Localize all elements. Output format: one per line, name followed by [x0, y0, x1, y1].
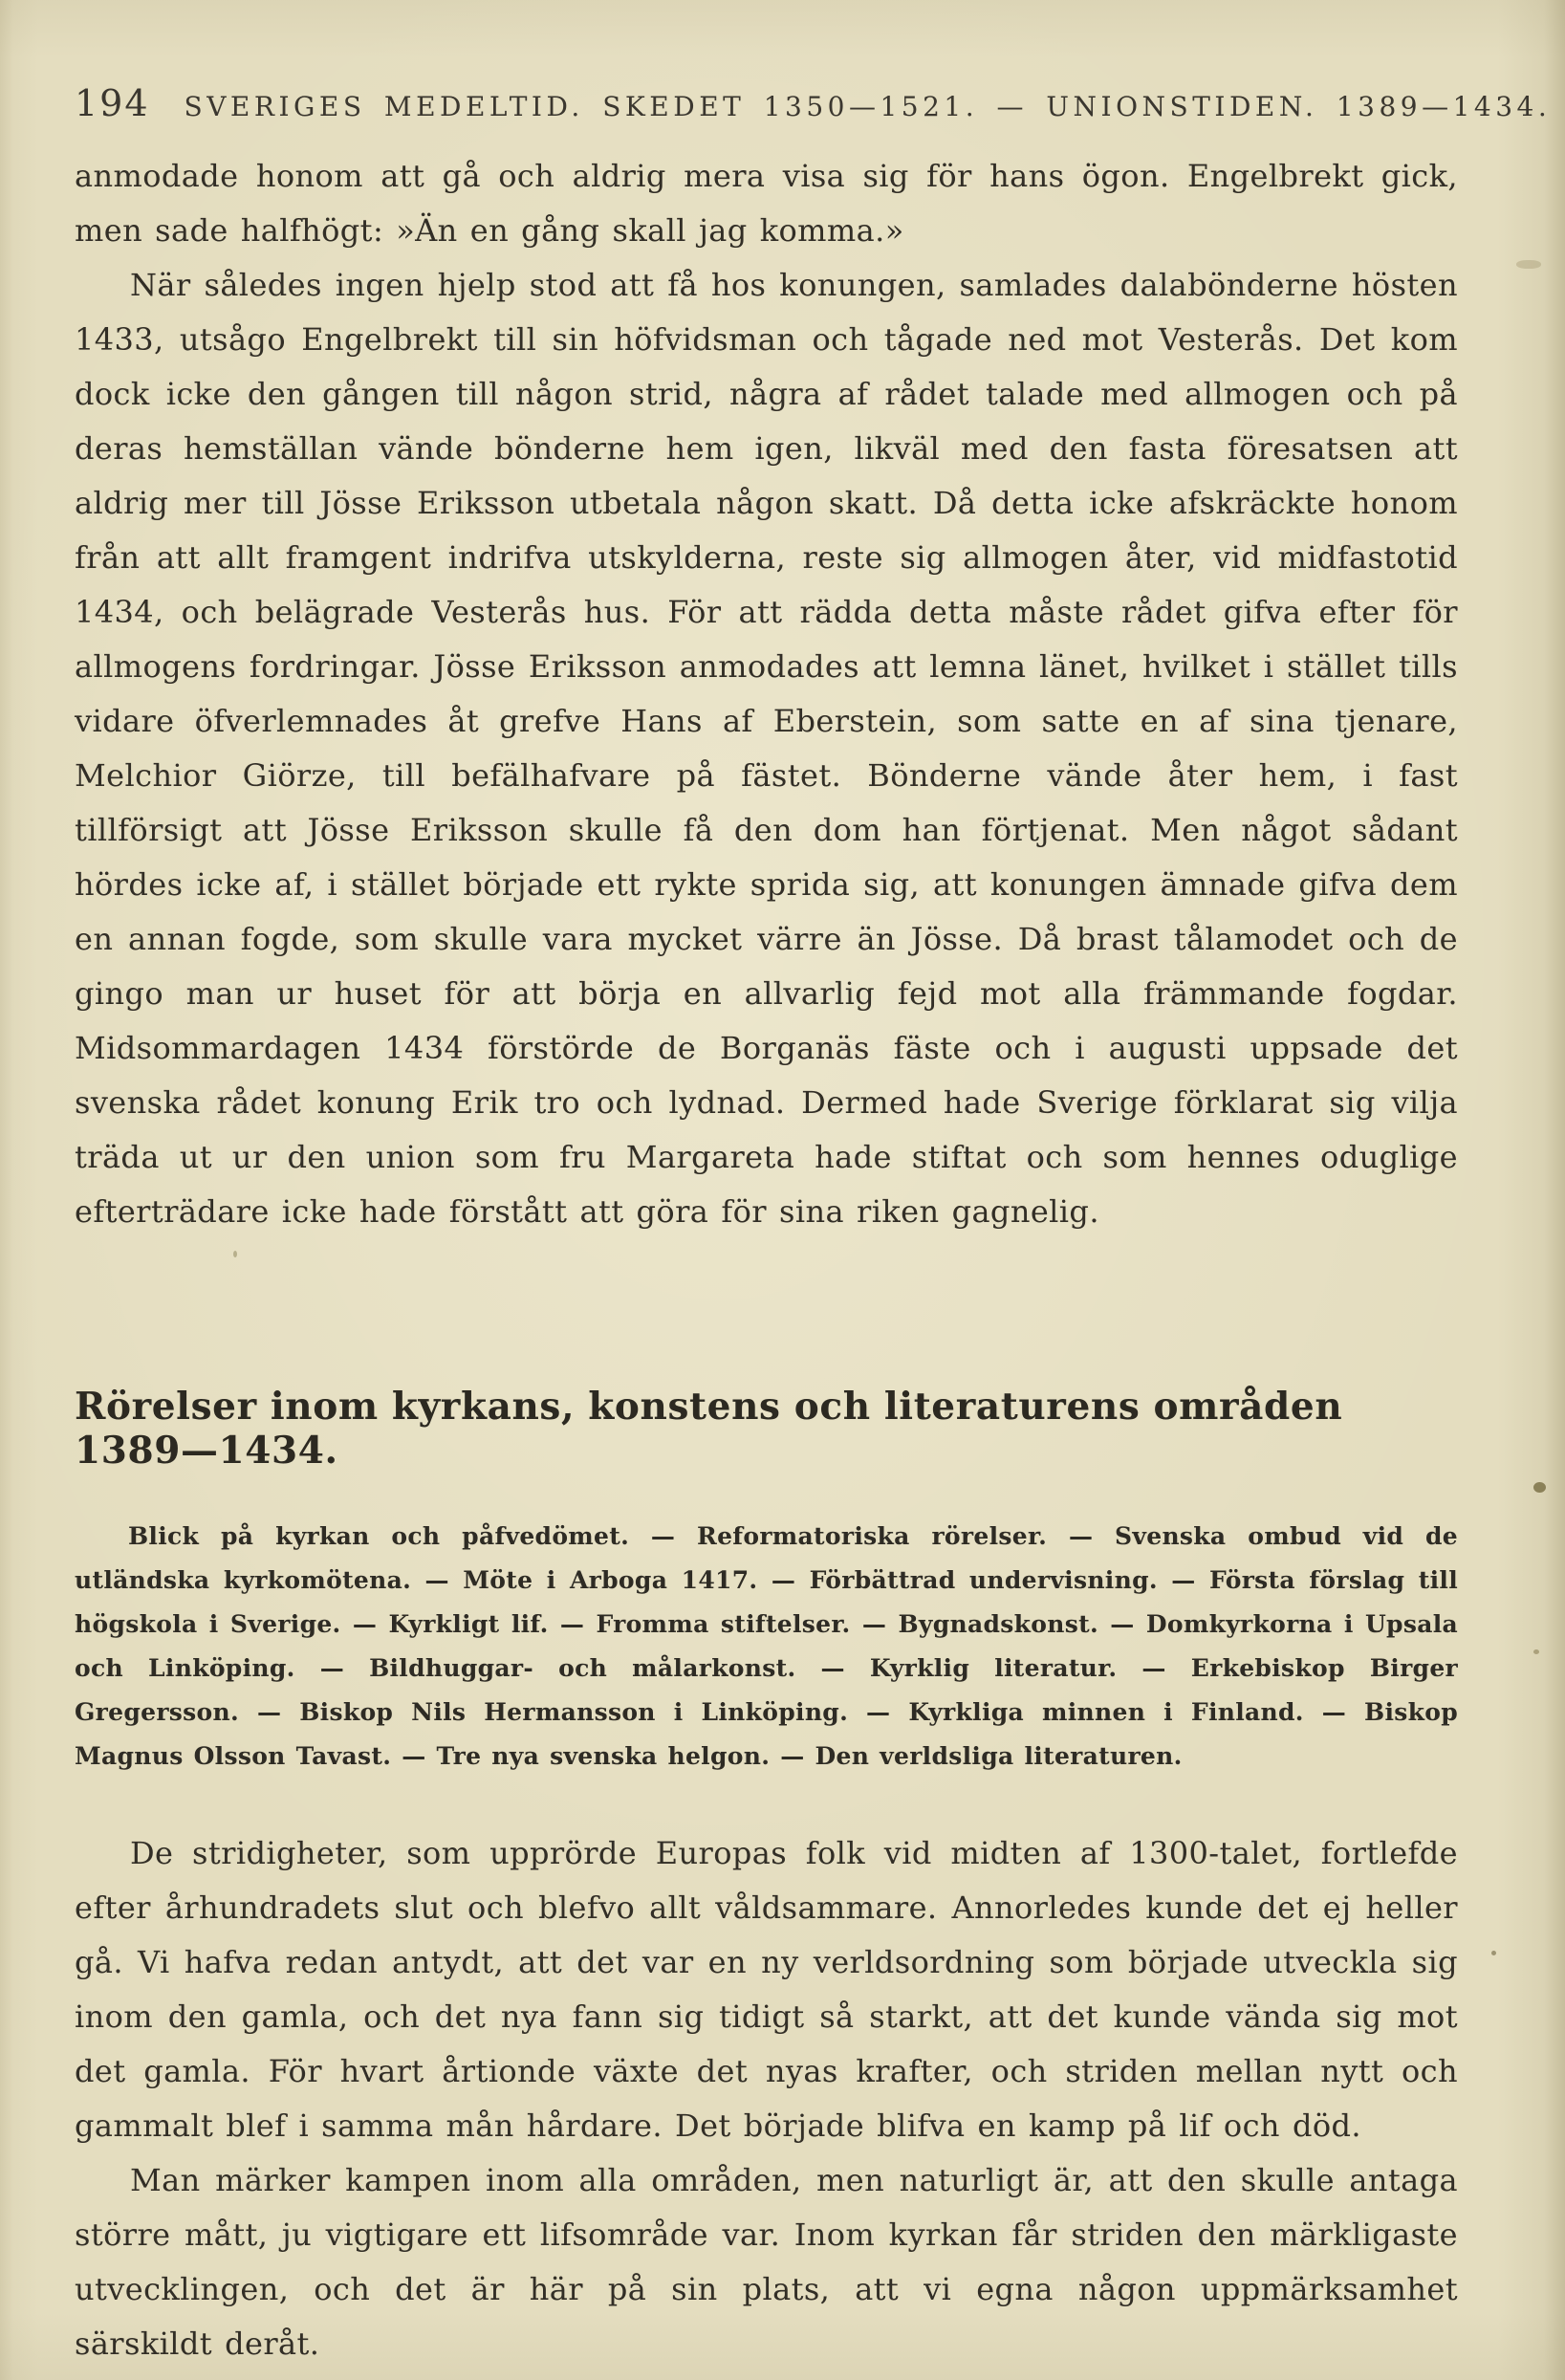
- paragraph-european-strife: De stridigheter, som upprörde Europas folk vid midten af 1300-talet, fortlefde efter århundradets slut och blefvo allt våldsammare. Annorledes kunde det ej heller gå. Vi hafva redan antydt, att det var en ny verldsordning som började utveckla sig inom den gamla, och det nya fann sig tidigt så starkt, att det kunde vända sig mot det gamla. För hvart årtionde växte det nyas krafter, och striden mellan nytt och gammalt blef i samma mån hårdare. Det började blifva en kamp på lif och död.: [75, 1835, 1458, 2144]
- section-heading: Rörelser inom kyrkans, konstens och literaturens områden 1389—1434.: [75, 1385, 1343, 1473]
- page-number: 194: [75, 82, 150, 124]
- paragraph-church-struggle: Man märker kampen inom alla områden, men naturligt är, att den skulle antaga större mått, ju vigtigare ett lifsområde var. Inom kyrkan får striden den märkligaste utvecklingen, och det är här på sin plats, att vi egna någon uppmärksamhet särskildt deråt.: [75, 2162, 1458, 2362]
- running-head: [75, 82, 1552, 124]
- section-summary: Blick på kyrkan och påfvedömet. — Reformatoriska rörelser. — Svenska ombud vid de utländska kyrkomötena. — Möte i Arboga 1417. — Förbättrad undervisning. — Första förslag till högskola i Sverige. — Kyrkligt lif. — Fromma stiftelser. — Bygnadskonst. — Domkyrkorna i Upsala och Linköping. — Bildhuggar- och målarkonst. — Kyrklig literatur. — Erkebiskop Birger Gregersson. — Biskop Nils Hermansson i Linköping. — Kyrkliga minnen i Finland. — Biskop Magnus Olsson Tavast. — Tre nya svenska helgon. — Den verldsliga literaturen.: [75, 1522, 1458, 1770]
- paragraph-engelbrekt-uprising: När således ingen hjelp stod att få hos konungen, samlades dalabönderne hösten 1433, utsågo Engelbrekt till sin höfvidsman och tågade ned mot Vesterås. Det kom dock icke den gången till någon strid, några af rådet talade med allmogen och på deras hemställan vände bönderne hem igen, likväl med den fasta föresatsen att aldrig mer till Jösse Eriksson utbetala någon skatt. Då detta icke afskräckte honom från att allt framgent indrifva utskylderna, reste sig allmogen åter, vid midfastotid 1434, och belägrade Vesterås hus. För att rädda detta måste rådet gifva efter för allmogens fordringar. Jösse Eriksson anmodades att lemna länet, hvilket i stället tills vidare öfverlemnades åt grefve Hans af Eberstein, som satte en af sina tjenare, Melchior Giörze, till befälhafvare på fästet. Bönderne vände åter hem, i fast tillförsigt att Jösse Eriksson skulle få den dom han förtjenat. Men något sådant hördes icke af, i stället började ett rykte sprida sig, att konungen ämnade gifva dem en annan fogde, som skulle vara mycket värre än Jösse. Då brast tålamodet och de gingo man ur huset för att börja en allvarlig fejd mot alla främmande fogdar. Midsommardagen 1434 förstörde de Borganäs fäste och i augusti uppsade det svenska rådet konung Erik tro och lydnad. Dermed hade Sverige förklarat sig vilja träda ut ur den union som fru Margareta hade stiftat och som hennes oduglige efterträdare icke hade förstått att göra för sina riken gagnelig.: [75, 267, 1458, 1230]
- paragraph-continuation: anmodade honom att gå och aldrig mera visa sig för hans ögon. Engelbrekt gick, men sade halfhögt: »Än en gång skall jag komma.»: [75, 158, 1458, 249]
- closing-text-block: [75, 1826, 1458, 2371]
- intro-text-block: [75, 149, 1458, 1239]
- running-head-title: SVERIGES MEDELTID. SKEDET 1350—1521. — UNIONSTIDEN. 1389—1434.: [184, 91, 1552, 122]
